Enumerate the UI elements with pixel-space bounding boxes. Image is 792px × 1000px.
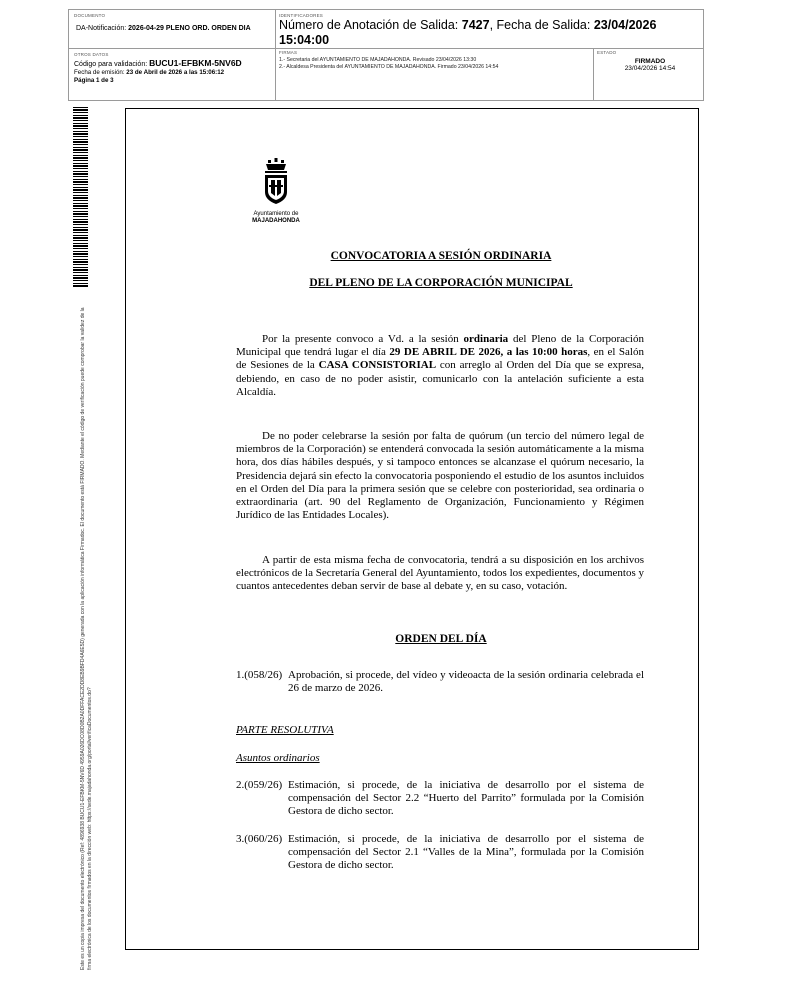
- estado-value: FIRMADO: [634, 58, 666, 65]
- agenda-item: [236, 779, 644, 819]
- agenda-item: [236, 833, 644, 873]
- otros-datos-cell: [74, 52, 272, 85]
- barcode: [73, 107, 88, 287]
- identificadores-cell: [279, 13, 699, 48]
- logo-line1: Ayuntamiento de: [253, 211, 299, 217]
- estado-label: ESTADO: [597, 50, 617, 55]
- header-divider: [593, 48, 594, 100]
- verification-side-text: Este es un copia impresa del documento electrónico (Ref: 4896938 BUCU1-EFBKM-5NV6D 4959A026DC08D0B2A0DFFACE2DD8EB9BFD4A6E5D) generada con la aplicación informática Firmadoc. El documento está FIRMADO. Mediante el código de verificación puede comprobar la validez de la firma electrónica de los documentos firmados en la dirección web: https://sede.majadahonda.org/portal/verificaDocumentos.do?: [80, 307, 93, 970]
- otros-label: OTROS DATOS: [74, 52, 109, 57]
- paragraph-convocatoria: Por la presente convoco a Vd. a la sesión ordinaria del Pleno de la Corporación Municipal que tendrá lugar el día 29 DE ABRIL DE 2026, a las 10:00 horas, en el Salón de Sesiones de la CASA CONSISTORIAL con arreglo al Orden del Día que se expresa, debiendo, en caso de no poder asistir, comunicarlo con la antelación suficiente a esta Alcaldía.: [236, 333, 644, 398]
- fecha-emision: Fecha de emisión: 23 de Abril de 2026 a las 15:06:12: [74, 69, 225, 76]
- agenda-item-text: Aprobación, si procede, del vídeo y videoacta de la sesión ordinaria celebrada el 26 de marzo de 2026.: [288, 669, 644, 695]
- firma-1: 1.- Secretaria del AYUNTAMIENTO DE MAJADAHONDA. Revisado 23/04/2026 13:30: [279, 57, 477, 63]
- document-frame: [125, 108, 699, 950]
- signature-header: [68, 9, 704, 101]
- coat-of-arms-icon: [256, 158, 296, 206]
- estado-fecha: 23/04/2026 14:54: [624, 65, 676, 72]
- agenda-item: [236, 669, 644, 695]
- document-title: CONVOCATORIA A SESIÓN ORDINARIA: [330, 250, 552, 262]
- firmas-label: FIRMAS: [279, 50, 298, 55]
- header-divider: [69, 48, 703, 49]
- paragraph-quorum: De no poder celebrarse la sesión por falta de quórum (un tercio del número legal de miembros de la Corporación) se entenderá convocada la sesión automáticamente a la misma hora, dos días hábiles después, y si tampoco entonces se alcanzase el quórum necesario, la Presidencia dejará sin efecto la convocatoria posponiendo el estudio de los asuntos incluidos en el Orden del Día para la primera sesión que se celebre con posterioridad, sea ordinaria o extraordinaria (art. 90 del Reglamento de Organización, Funcionamiento y Régimen Jurídico de las Entidades Locales).: [236, 430, 644, 522]
- parte-resolutiva-heading: PARTE RESOLUTIVA: [236, 724, 334, 736]
- documento-label: DOCUMENTO: [74, 13, 106, 18]
- estado-cell: [597, 50, 703, 72]
- agenda-item-text: Estimación, si procede, de la iniciativa de desarrollo por el sistema de compensación del Sector 2.1 “Valles de la Mina”, formulada por la Comisión Gestora de dicho sector.: [288, 833, 644, 872]
- agenda-item-number: 3.(060/26): [236, 833, 283, 845]
- agenda-item-number: 2.(059/26): [236, 779, 283, 791]
- logo-line2: MAJADAHONDA: [252, 218, 300, 224]
- agenda-item-number: 1.(058/26): [236, 669, 283, 681]
- pagina-indicador: Página 1 de 3: [74, 77, 114, 84]
- documento-cell: [74, 13, 272, 33]
- documento-value: DA-Notificación: 2026-04-29 PLENO ORD. ORDEN DIA: [76, 25, 251, 32]
- orden-del-dia-title: ORDEN DEL DÍA: [395, 633, 487, 645]
- firma-2: 2.- Alcaldesa Presidenta del AYUNTAMIENTO DE MAJADAHONDA. Firmado 23/04/2026 14:54: [279, 64, 499, 70]
- firmas-cell: [279, 50, 589, 71]
- header-divider: [275, 10, 276, 100]
- anotacion-salida: Número de Anotación de Salida: 7427, Fecha de Salida: 23/04/2026 15:04:00: [279, 18, 657, 47]
- asuntos-ordinarios-heading: Asuntos ordinarios: [236, 752, 320, 764]
- codigo-validacion: Código para validación: BUCU1-EFBKM-5NV6D: [74, 58, 242, 68]
- agenda-item-text: Estimación, si procede, de la iniciativa de desarrollo por el sistema de compensación del Sector 2.2 “Huerto del Parrito” formulada por la Comisión Gestora de dicho sector.: [288, 779, 644, 818]
- paragraph-expedientes: A partir de esta misma fecha de convocatoria, tendrá a su disposición en los archivos electrónicos de la Secretaría General del Ayuntamiento, todos los expedientes, documentos y cuantos antecedentes deban servir de base al debate y, en su caso, votación.: [236, 554, 644, 593]
- identificadores-label: IDENTIFICADORES: [279, 13, 324, 18]
- document-subtitle: DEL PLENO DE LA CORPORACIÓN MUNICIPAL: [309, 277, 573, 289]
- municipal-logo: [240, 158, 312, 225]
